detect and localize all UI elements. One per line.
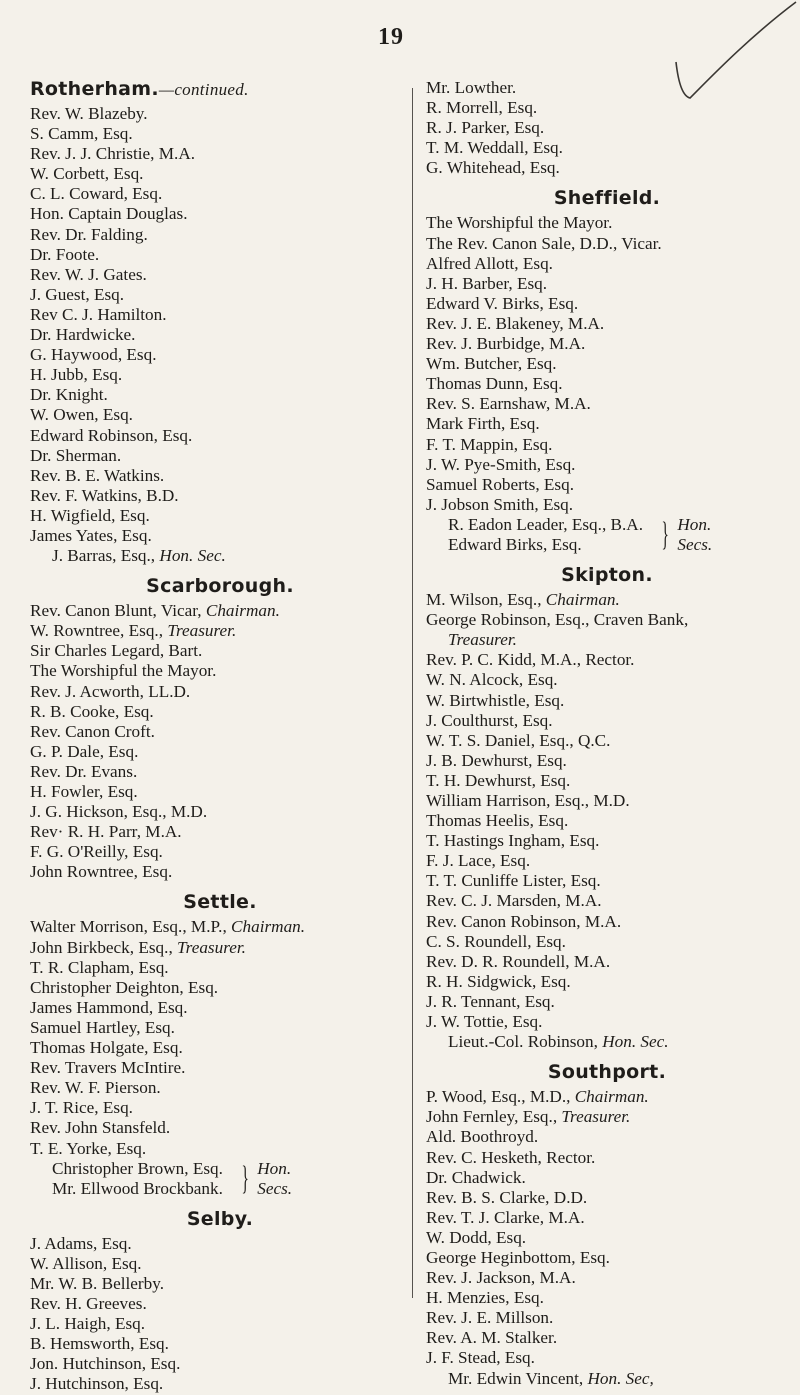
- list-entry: J. L. Haigh, Esq.: [30, 1314, 146, 1334]
- list-entry: Alfred Allott, Esq.: [426, 253, 553, 273]
- list-entry: Rev. W. Blazeby.: [30, 104, 148, 123]
- treasurer-line: John Birkbeck, Esq., Treasurer.: [30, 937, 246, 957]
- list-entry: R. Morrell, Esq.: [426, 98, 538, 118]
- list-entry: Rev· R. H. Parr, M.A.: [30, 822, 182, 842]
- secretary-names: [426, 515, 643, 555]
- page-number: 19: [378, 24, 404, 50]
- right-column: [426, 78, 788, 1389]
- list-entry: Rev. H. Greeves.: [30, 1294, 147, 1314]
- entry-list: [426, 78, 788, 178]
- section-heading: Rotherham.—continued.: [30, 78, 249, 100]
- list-entry: Edward V. Birks, Esq.: [426, 293, 579, 313]
- treasurer-line: George Robinson, Esq., Craven Bank,: [426, 610, 689, 630]
- list-entry: H. Wigfield, Esq.: [30, 505, 150, 525]
- list-entry: R. B. Cooke, Esq.: [30, 701, 154, 721]
- list-entry: H. Fowler, Esq.: [30, 782, 138, 801]
- section-heading: Sheffield.: [553, 187, 661, 210]
- list-entry: James Yates, Esq.: [30, 525, 152, 545]
- hon-secs-label: Hon. Secs.: [257, 1158, 293, 1198]
- list-entry: C. S. Roundell, Esq.: [426, 931, 566, 951]
- list-entry: Edward Robinson, Esq.: [30, 425, 193, 445]
- list-entry: Rev. J. J. Christie, M.A.: [30, 144, 196, 164]
- chairman-line: M. Wilson, Esq., Chairman.: [426, 590, 620, 610]
- list-entry: Rev. P. C. Kidd, M.A., Rector.: [426, 650, 635, 670]
- list-entry: Rev. J. E. Millson.: [426, 1308, 554, 1328]
- entry-list: [30, 104, 410, 546]
- list-entry: W. Allison, Esq.: [30, 1253, 142, 1273]
- secretary-line: Mr. Edwin Vincent, Hon. Sec,: [448, 1368, 654, 1388]
- list-entry: Rev. T. J. Clarke, M.A.: [426, 1207, 585, 1227]
- list-entry: Rev. J. Acworth, LL.D.: [30, 681, 191, 701]
- list-entry: T. M. Weddall, Esq.: [426, 138, 563, 158]
- list-entry: W. Owen, Esq.: [30, 405, 133, 425]
- entry-list: [426, 213, 788, 514]
- entry-list: [30, 641, 410, 882]
- entry-list: [426, 1127, 788, 1368]
- list-entry: F. G. O'Reilly, Esq.: [30, 842, 163, 862]
- entry-list: [426, 650, 788, 1032]
- list-entry: Rev. C. J. Marsden, M.A.: [426, 891, 602, 911]
- list-entry: Rev. S. Earnshaw, M.A.: [426, 394, 591, 414]
- chairman-line: Walter Morrison, Esq., M.P., Chairman.: [30, 917, 306, 937]
- list-entry: J. W. Tottie, Esq.: [426, 1012, 543, 1032]
- list-entry: C. L. Coward, Esq.: [30, 184, 163, 204]
- list-entry: Dr. Foote.: [30, 244, 100, 264]
- list-entry: Edward Birks, Esq.: [448, 534, 582, 554]
- list-entry: Rev. W. F. Pierson.: [30, 1078, 161, 1098]
- list-entry: T. R. Clapham, Esq.: [30, 957, 169, 977]
- list-entry: Mr. Lowther.: [426, 78, 517, 97]
- brace-icon: }: [661, 515, 669, 553]
- section-heading: Skipton.: [561, 564, 653, 587]
- section-scarborough: [30, 575, 410, 882]
- section-rotherham: [30, 78, 410, 566]
- left-column: [30, 78, 410, 1395]
- list-entry: J. Guest, Esq.: [30, 284, 125, 304]
- hon-secs-group: [426, 515, 788, 555]
- list-entry: J. H. Barber, Esq.: [426, 273, 548, 293]
- list-entry: Dr. Hardwicke.: [30, 325, 136, 345]
- list-entry: Rev. John Stansfeld.: [30, 1118, 171, 1138]
- list-entry: S. Camm, Esq.: [30, 124, 133, 144]
- list-entry: Rev. D. R. Roundell, M.A.: [426, 951, 611, 971]
- entry-list: [30, 958, 410, 1159]
- list-entry: Dr. Sherman.: [30, 445, 122, 465]
- list-entry: T. E. Yorke, Esq.: [30, 1138, 147, 1158]
- list-entry: J. Jobson Smith, Esq.: [426, 494, 574, 514]
- list-entry: R. Eadon Leader, Esq., B.A.: [448, 514, 644, 534]
- list-entry: Samuel Hartley, Esq.: [30, 1017, 175, 1037]
- list-entry: G. Whitehead, Esq.: [426, 158, 560, 178]
- list-entry: J. Coulthurst, Esq.: [426, 710, 553, 730]
- entry-list: [30, 1234, 410, 1395]
- list-entry: Rev. Travers McIntire.: [30, 1058, 186, 1078]
- list-entry: Mr. W. B. Bellerby.: [30, 1273, 164, 1293]
- chairman-line: Rev. Canon Blunt, Vicar, Chairman.: [30, 601, 280, 621]
- list-entry: W. Dodd, Esq.: [426, 1227, 527, 1247]
- list-entry: W. N. Alcock, Esq.: [426, 670, 558, 690]
- list-entry: Rev. Dr. Evans.: [30, 761, 138, 781]
- list-entry: Christopher Brown, Esq.: [52, 1158, 223, 1178]
- list-entry: Mark Firth, Esq.: [426, 414, 540, 434]
- list-entry: J. R. Tennant, Esq.: [426, 991, 555, 1011]
- list-entry: Rev. Canon Croft.: [30, 721, 155, 741]
- list-entry: W. Birtwhistle, Esq.: [426, 690, 565, 710]
- chairman-line: P. Wood, Esq., M.D., Chairman.: [426, 1087, 649, 1107]
- list-entry: J. Adams, Esq.: [30, 1233, 132, 1253]
- section-selby: [30, 1208, 410, 1395]
- list-entry: Ald. Boothroyd.: [426, 1127, 539, 1147]
- list-entry: H. Menzies, Esq.: [426, 1288, 544, 1308]
- list-entry: James Hammond, Esq.: [30, 997, 188, 1017]
- list-entry: Thomas Holgate, Esq.: [30, 1038, 183, 1058]
- list-entry: G. P. Dale, Esq.: [30, 741, 139, 761]
- list-entry: Rev. J. Jackson, M.A.: [426, 1268, 576, 1288]
- list-entry: Jon. Hutchinson, Esq.: [30, 1354, 181, 1374]
- hon-secs-group: [30, 1159, 410, 1199]
- list-entry: W. T. S. Daniel, Esq., Q.C.: [426, 730, 611, 750]
- list-entry: Rev. W. J. Gates.: [30, 264, 147, 284]
- section-skipton: [426, 564, 788, 1052]
- list-entry: John Rowntree, Esq.: [30, 862, 173, 882]
- list-entry: J. B. Dewhurst, Esq.: [426, 750, 567, 770]
- secretary-line: Lieut.-Col. Robinson, Hon. Sec.: [448, 1032, 669, 1052]
- list-entry: J. G. Hickson, Esq., M.D.: [30, 802, 208, 822]
- list-entry: Rev. C. Hesketh, Rector.: [426, 1147, 596, 1167]
- treasurer-line: W. Rowntree, Esq., Treasurer.: [30, 621, 237, 641]
- section-rotherham-continued: [426, 78, 788, 178]
- list-entry: J. W. Pye-Smith, Esq.: [426, 454, 576, 474]
- section-settle: [30, 891, 410, 1198]
- list-entry: Samuel Roberts, Esq.: [426, 474, 574, 494]
- list-entry: F. T. Mappin, Esq.: [426, 434, 553, 454]
- secretary-line: J. Barras, Esq., Hon. Sec.: [52, 546, 226, 566]
- list-entry: George Heginbottom, Esq.: [426, 1247, 610, 1267]
- list-entry: Mr. Ellwood Brockbank.: [52, 1178, 223, 1198]
- list-entry: T. Hastings Ingham, Esq.: [426, 831, 600, 851]
- list-entry: Rev. Canon Robinson, M.A.: [426, 911, 622, 931]
- list-entry: B. Hemsworth, Esq.: [30, 1334, 169, 1354]
- list-entry: The Worshipful the Mayor.: [426, 213, 613, 233]
- column-divider: [412, 88, 413, 1298]
- list-entry: Thomas Heelis, Esq.: [426, 811, 569, 831]
- list-entry: Rev C. J. Hamilton.: [30, 304, 167, 324]
- list-entry: Christopher Deighton, Esq.: [30, 977, 219, 997]
- list-entry: Sir Charles Legard, Bart.: [30, 641, 203, 661]
- list-entry: T. T. Cunliffe Lister, Esq.: [426, 871, 601, 891]
- list-entry: W. Corbett, Esq.: [30, 164, 144, 184]
- treasurer-line: John Fernley, Esq., Treasurer.: [426, 1107, 631, 1127]
- treasurer-title: Treasurer.: [448, 630, 517, 650]
- list-entry: Dr. Knight.: [30, 385, 108, 405]
- list-entry: William Harrison, Esq., M.D.: [426, 791, 630, 810]
- list-entry: G. Haywood, Esq.: [30, 345, 157, 365]
- section-heading: Settle.: [183, 891, 257, 914]
- list-entry: R. H. Sidgwick, Esq.: [426, 971, 571, 991]
- list-entry: F. J. Lace, Esq.: [426, 851, 531, 871]
- list-entry: H. Jubb, Esq.: [30, 365, 123, 385]
- list-entry: The Worshipful the Mayor.: [30, 661, 217, 681]
- list-entry: Rev. Dr. Falding.: [30, 224, 148, 244]
- section-heading: Scarborough.: [146, 575, 294, 598]
- section-heading: Southport.: [547, 1061, 667, 1084]
- list-entry: Thomas Dunn, Esq.: [426, 374, 563, 394]
- list-entry: Hon. Captain Douglas.: [30, 204, 188, 224]
- list-entry: Rev. F. Watkins, B.D.: [30, 485, 179, 505]
- section-southport: [426, 1061, 788, 1388]
- list-entry: Rev. B. S. Clarke, D.D.: [426, 1187, 588, 1207]
- list-entry: Rev. J. E. Blakeney, M.A.: [426, 313, 605, 333]
- section-sheffield: [426, 187, 788, 555]
- list-entry: J. F. Stead, Esq.: [426, 1348, 535, 1368]
- list-entry: J. Hutchinson, Esq.: [30, 1374, 164, 1394]
- brace-icon: }: [241, 1159, 249, 1197]
- list-entry: Rev. B. E. Watkins.: [30, 465, 165, 485]
- list-entry: Rev. A. M. Stalker.: [426, 1328, 558, 1348]
- section-heading: Selby.: [186, 1207, 254, 1230]
- continued-label: —continued.: [158, 80, 249, 99]
- hon-secs-label: Hon. Secs.: [677, 514, 713, 554]
- list-entry: Wm. Butcher, Esq.: [426, 354, 557, 374]
- list-entry: J. T. Rice, Esq.: [30, 1098, 133, 1118]
- list-entry: Rev. J. Burbidge, M.A.: [426, 334, 586, 354]
- list-entry: T. H. Dewhurst, Esq.: [426, 770, 571, 790]
- list-entry: The Rev. Canon Sale, D.D., Vicar.: [426, 233, 662, 253]
- secretary-names: [30, 1159, 223, 1199]
- list-entry: R. J. Parker, Esq.: [426, 118, 545, 138]
- list-entry: Dr. Chadwick.: [426, 1167, 526, 1187]
